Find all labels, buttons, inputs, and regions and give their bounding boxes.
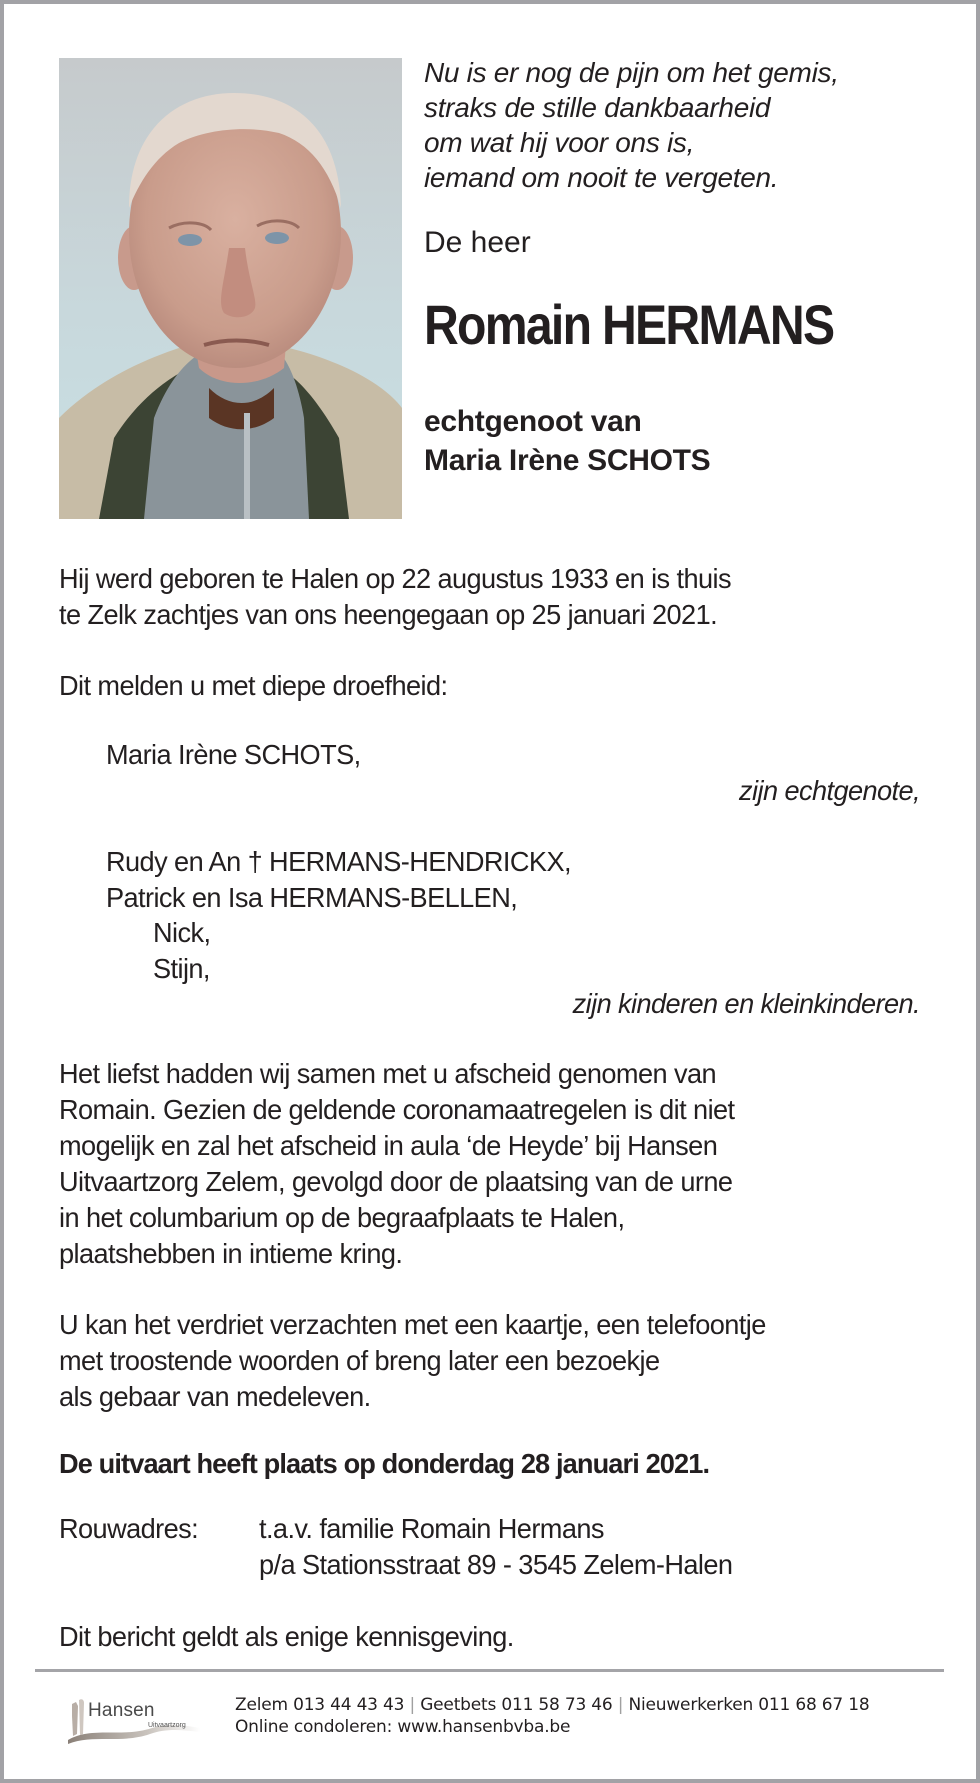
birth-death-text (59, 561, 731, 633)
text-line: te Zelk zachtjes van ons heengegaan op 25 januari 2021. (59, 599, 718, 630)
portrait-photo (59, 58, 402, 519)
text-line: mogelijk en zal het afscheid in aula ‘de Heyde’ bij Hansen (59, 1130, 718, 1161)
text-line: Uitvaartzorg Zelem, gevolgd door de plaatsing van de urne (59, 1166, 733, 1197)
office-phone[interactable]: 011 58 73 46 (501, 1695, 613, 1715)
spouse-intro: echtgenoot van (424, 405, 642, 438)
text-line: in het columbarium op de begraafplaats te Halen, (59, 1202, 625, 1233)
funeral-home-logo (62, 1694, 202, 1746)
address-line: t.a.v. familie Romain Hermans (259, 1513, 604, 1544)
online-url-link[interactable]: www.hansenbvba.be (397, 1717, 571, 1737)
address-label: Rouwadres: (59, 1513, 199, 1544)
office-zelem (235, 1695, 404, 1715)
footer-phones (235, 1694, 869, 1716)
office-geetbets (420, 1695, 612, 1715)
honorific: De heer (424, 226, 531, 259)
child-line: Rudy en An † HERMANS-HENDRICKX, (106, 846, 571, 877)
office-nieuwerkerken (628, 1695, 869, 1715)
text-line: met troostende woorden of breng later een bezoekje (59, 1345, 660, 1376)
grandchild-line: Stijn, (153, 953, 210, 984)
office-name: Geetbets (420, 1695, 497, 1715)
family-spouse-name: Maria Irène SCHOTS, (106, 739, 361, 770)
address-line: p/a Stationsstraat 89 - 3545 Zelem-Halen (259, 1549, 733, 1580)
text-line: Het liefst hadden wij samen met u afscheid genomen van (59, 1058, 717, 1089)
text-line: als gebaar van medeleven. (59, 1381, 371, 1412)
footer-divider (35, 1669, 944, 1672)
funeral-notice: De uitvaart heeft plaats op donderdag 28 januari 2021. (59, 1448, 710, 1479)
separator-pipe: | (409, 1695, 415, 1715)
family-spouse-relation: zijn echtgenote, (739, 775, 920, 806)
office-name: Nieuwerkerken (628, 1695, 754, 1715)
logo-subtitle: Uitvaartzorg (148, 1722, 186, 1729)
text-line: Hij werd geboren te Halen op 22 augustus 1933 en is thuis (59, 563, 731, 594)
footer-online (235, 1716, 869, 1738)
spouse-name: Maria Irène SCHOTS (424, 444, 711, 477)
text-line: plaatshebben in intieme kring. (59, 1238, 403, 1269)
family-children-relation: zijn kinderen en kleinkinderen. (572, 988, 920, 1019)
poem-line: straks de stille dankbaarheid (424, 92, 771, 123)
online-label: Online condoleren: (235, 1717, 393, 1737)
family-grandchildren (153, 915, 210, 987)
deceased-name: Romain HERMANS (424, 293, 834, 356)
closing-statement: Dit bericht geldt als enige kennisgeving. (59, 1621, 514, 1652)
text-line: Romain. Gezien de geldende coronamaatregelen is dit niet (59, 1094, 735, 1125)
announcement-intro: Dit melden u met diepe droefheid: (59, 670, 448, 701)
spouse-block (424, 402, 710, 480)
grandchild-line: Nick, (153, 917, 211, 948)
poem-line: Nu is er nog de pijn om het gemis, (424, 57, 839, 88)
footer-contacts (235, 1694, 869, 1738)
poem-line: om wat hij voor ons is, (424, 127, 695, 158)
portrait-illustration (59, 58, 402, 519)
office-phone[interactable]: 013 44 43 43 (293, 1695, 405, 1715)
farewell-paragraph (59, 1056, 735, 1272)
address-lines (259, 1511, 732, 1583)
logo-name: Hansen (88, 1700, 155, 1721)
text-line: U kan het verdriet verzachten met een kaartje, een telefoontje (59, 1309, 766, 1340)
office-name: Zelem (235, 1695, 288, 1715)
family-children (106, 844, 571, 916)
separator-pipe: | (617, 1695, 624, 1715)
condolence-paragraph (59, 1307, 766, 1415)
office-phone[interactable]: 011 68 67 18 (758, 1695, 870, 1715)
poem-line: iemand om nooit te vergeten. (424, 162, 779, 193)
poem (424, 55, 839, 195)
child-line: Patrick en Isa HERMANS-BELLEN, (106, 882, 518, 913)
